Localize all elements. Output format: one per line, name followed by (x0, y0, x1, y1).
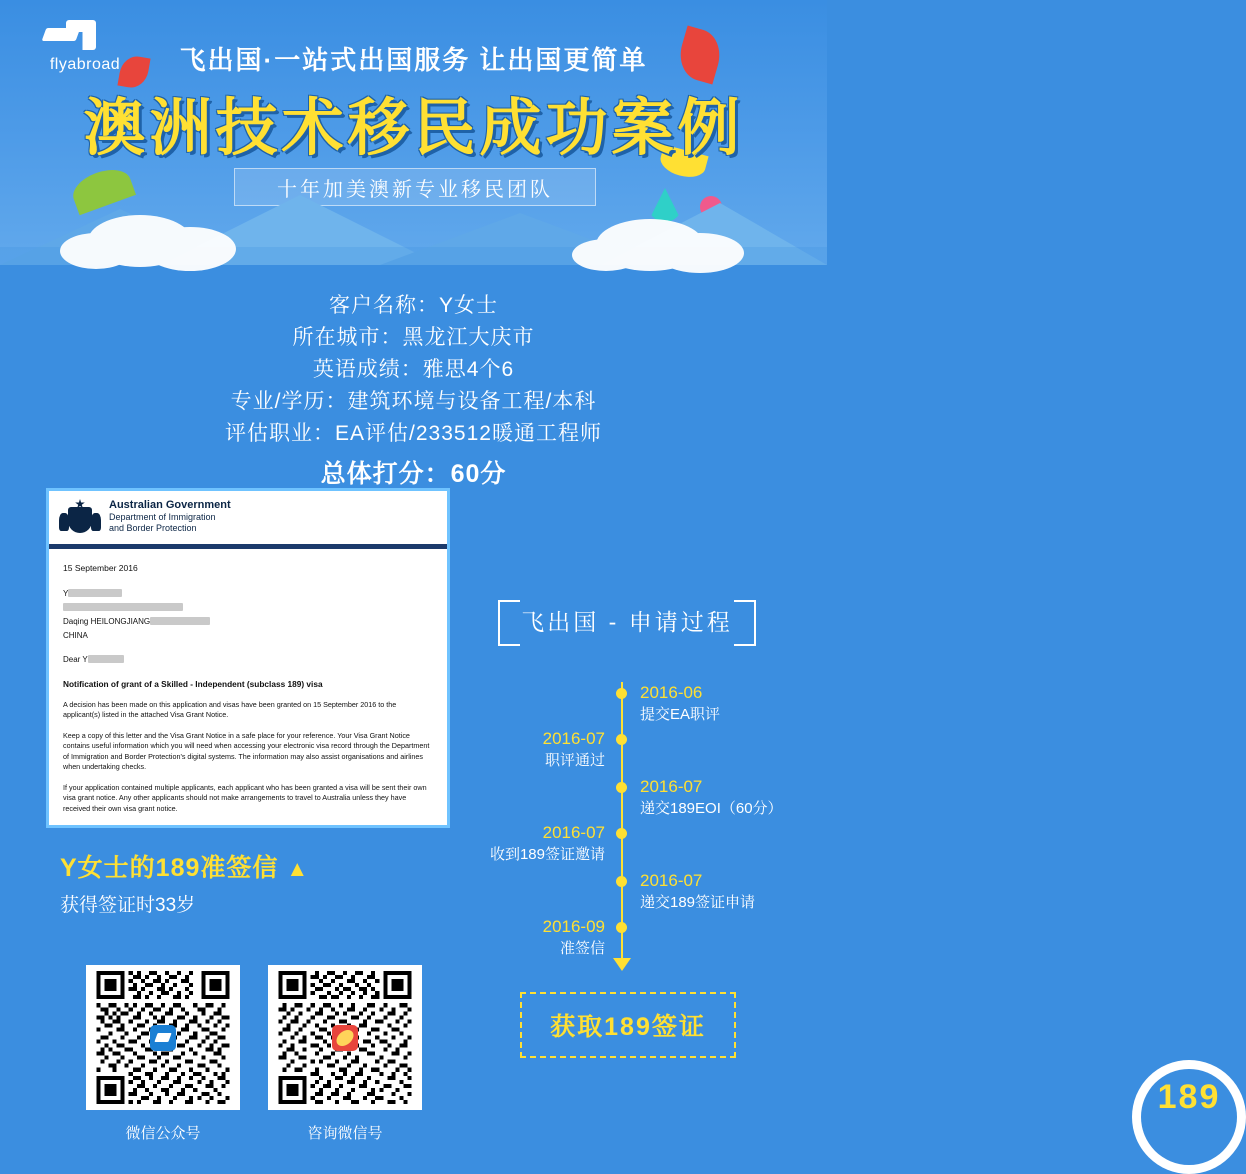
timeline-event-year: 2016-07 (542, 823, 605, 842)
timeline-event-year: 2016-07 (542, 729, 605, 748)
letter-gov-line2: Department of Immigration (109, 512, 216, 522)
addressee-city: Daqing HEILONGJIANG (63, 616, 151, 626)
letter-address-country: CHINA (63, 630, 88, 640)
letter-salutation (63, 655, 433, 666)
result-text: 获取189签证 (550, 1013, 706, 1041)
badge-number: 189 (1157, 1078, 1221, 1116)
case-info-line: 所在城市：黑龙江大庆市 (292, 326, 535, 349)
letter-paragraph-1: A decision has been made on this application and visas have been granted on 15 September 2016 to the applicant(s) listed in the attached Visa Grant Notice. (63, 699, 397, 719)
redaction-bar (150, 617, 210, 625)
redaction-bar (88, 655, 124, 663)
timeline-event-desc: 职评通过 (544, 752, 605, 769)
timeline-event-year: 2016-07 (640, 777, 703, 796)
cloud-decoration-icon (0, 145, 827, 265)
total-score: 总体打分：60分 (320, 460, 507, 488)
qr-label-official-account: 微信公众号 (125, 1125, 201, 1142)
case-info-line: 专业/学历：建筑环境与设备工程/本科 (230, 390, 597, 413)
timeline-dot (616, 828, 627, 839)
letter-header (49, 491, 447, 549)
timeline-event-desc: 准签信 (559, 940, 605, 957)
case-info (0, 290, 827, 494)
timeline-axis (621, 682, 623, 962)
letter-address-name (63, 588, 433, 599)
timeline-event (640, 682, 720, 725)
timeline-event-year: 2016-09 (542, 917, 605, 936)
timeline-event (640, 870, 755, 913)
redaction-bar (63, 603, 183, 611)
letter-caption (60, 848, 460, 884)
qr-label-consult-wechat: 咨询微信号 (307, 1125, 383, 1142)
process-title: 飞出国 - 申请过程 (521, 609, 733, 635)
timeline-dot (616, 922, 627, 933)
wechat-qr-center-icon (332, 1025, 358, 1051)
timeline-dot (616, 876, 627, 887)
letter-gov-line1: Australian Government (109, 499, 231, 511)
letter-subcaption: 获得签证时33岁 (60, 895, 196, 916)
process-title-block (494, 598, 760, 646)
timeline-event (425, 916, 605, 959)
timeline-event-year: 2016-06 (640, 683, 703, 702)
brand-name: flyabroad (49, 56, 121, 73)
timeline-event-desc: 递交189签证申请 (640, 894, 756, 911)
page-title: 澳洲技术移民成功案例 (83, 94, 744, 163)
redaction-bar (68, 589, 122, 597)
australian-coat-of-arms-icon (59, 499, 101, 541)
case-info-line: 英语成绩：雅思4个6 (312, 358, 515, 381)
letter-gov-line3: and Border Protection (109, 523, 197, 533)
header-banner (0, 0, 827, 265)
timeline-event-year: 2016-07 (640, 871, 703, 890)
letter-body (49, 549, 447, 838)
timeline-event-desc: 递交189EOI（60分） (640, 800, 783, 817)
timeline-event-desc: 提交EA职评 (640, 706, 721, 723)
letter-caption-text: Y女士的189准签信 (60, 854, 279, 882)
qr-code-official-account (86, 965, 240, 1110)
triangle-up-icon: ▲ (286, 856, 310, 881)
visa-grant-letter (46, 488, 450, 828)
header-subtitle: 十年加美澳新专业移民团队 (277, 178, 553, 201)
header-tagline: 飞出国·一站式出国服务 让出国更简单 (179, 45, 648, 75)
result-box (520, 992, 736, 1058)
timeline-event (425, 728, 605, 771)
timeline-event (640, 776, 783, 819)
letter-paragraph-2: Keep a copy of this letter and the Visa Grant Notice in a safe place for your reference. Your Visa Grant Notice contains useful information which you will need when accessing your electronic visa record through the Department of Immigration and Border Protection's digital systems. The information may also assist organisations and airlines when undertaking checks. (63, 730, 430, 771)
case-info-line: 评估职业：EA评估/233512暖通工程师 (225, 422, 602, 445)
case-info-line: 客户名称：Y女士 (328, 294, 498, 317)
timeline-arrow-icon (613, 958, 631, 971)
timeline-event-desc: 收到189签证邀请 (489, 846, 605, 863)
letter-paragraph-3: If your application contained multiple applicants, each applicant who has been granted a visa will be sent their own visa grant notice. Any other applicants should not make arrangements to travel to Australia unless they have received their own visa grant notice. (63, 782, 427, 813)
salutation-text: Dear Y (63, 654, 88, 664)
flyabroad-qr-center-icon (150, 1025, 176, 1051)
letter-address-street (63, 602, 433, 613)
timeline-dot (616, 782, 627, 793)
timeline-dot (616, 734, 627, 745)
letter-date: 15 September 2016 (63, 563, 138, 573)
letter-notification-heading: Notification of grant of a Skilled - Independent (subclass 189) visa (63, 679, 323, 689)
qr-code-consult-wechat (268, 965, 422, 1110)
letter-address-city (63, 616, 433, 627)
timeline-dot (616, 688, 627, 699)
addressee-initial: Y (63, 588, 69, 598)
